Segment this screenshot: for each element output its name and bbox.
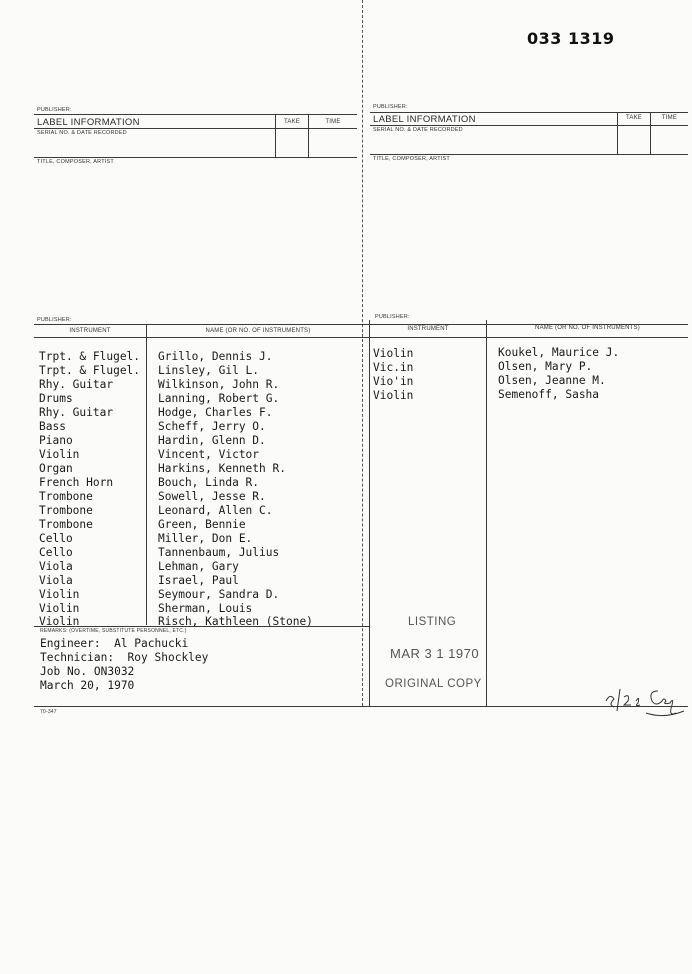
instrument: Violin	[373, 347, 414, 360]
instrument-header-2: INSTRUMENT	[407, 326, 449, 332]
instrument: Vic.in	[373, 361, 414, 374]
personnel-name: Linsley, Gil L.	[158, 364, 260, 377]
personnel-name: Scheff, Jerry O.	[158, 420, 266, 433]
divider	[617, 112, 618, 154]
divider	[369, 320, 370, 706]
divider	[370, 112, 688, 113]
instrument: Rhy. Guitar	[39, 378, 114, 391]
remarks-line: Job No. ON3032	[40, 665, 135, 678]
personnel-row	[39, 518, 93, 532]
left-title-composer-label: TITLE, COMPOSER, ARTIST	[37, 159, 114, 165]
serial-number: 033 1319	[527, 29, 615, 48]
instrument: Viola	[39, 560, 73, 573]
instrument: Rhy. Guitar	[39, 406, 114, 419]
divider	[650, 112, 651, 154]
name-header: NAME (OR NO. OF INSTRUMENTS)	[205, 328, 311, 334]
form-number: 70-347	[40, 709, 57, 715]
personnel-name: Seymour, Sandra D.	[158, 588, 280, 601]
personnel-name: Bouch, Linda R.	[158, 476, 260, 489]
personnel-name: Risch, Kathleen (Stone)	[158, 615, 313, 628]
personnel-name: Lanning, Robert G.	[158, 392, 280, 405]
instrument: Trombone	[39, 518, 93, 531]
left-personnel-publisher-label: PUBLISHER:	[37, 317, 72, 323]
divider	[370, 154, 688, 155]
right-time-header: TIME	[661, 115, 678, 121]
personnel-name: Miller, Don E.	[158, 532, 253, 545]
personnel-name: Vincent, Victor	[158, 448, 260, 461]
personnel-row	[39, 574, 73, 588]
personnel-row	[39, 392, 73, 406]
right-take-header: TAKE	[625, 115, 643, 121]
instrument: French Horn	[39, 476, 114, 489]
personnel-row	[39, 350, 140, 364]
stamp-date: MAR 3 1 1970	[390, 646, 480, 661]
signature-graphic	[604, 683, 688, 725]
left-take-header: TAKE	[283, 119, 301, 125]
instrument: Trpt. & Flugel.	[39, 364, 141, 377]
instrument: Violin	[39, 602, 80, 615]
instrument: Organ	[39, 462, 73, 475]
center-divider	[362, 0, 363, 706]
divider	[34, 626, 370, 627]
signature	[604, 683, 688, 728]
instrument: Bass	[39, 420, 66, 433]
personnel-row	[39, 588, 79, 602]
instrument: Trombone	[39, 490, 93, 503]
name-header-2: NAME (OR NO. OF INSTRUMENTS)	[535, 325, 640, 331]
instrument: Cello	[39, 532, 73, 545]
personnel-name: Wilkinson, John R.	[158, 378, 280, 391]
personnel-name: Olsen, Mary P.	[498, 360, 593, 373]
personnel-name: Israel, Paul	[158, 574, 239, 587]
divider	[275, 114, 276, 157]
instrument: Violin	[39, 588, 80, 601]
personnel-row	[39, 462, 73, 476]
personnel-name: Tannenbaum, Julius	[158, 546, 280, 559]
left-serial-date-label: SERIAL NO. & DATE RECORDED	[37, 130, 127, 136]
personnel-row	[39, 532, 73, 546]
left-label-information: LABEL INFORMATION	[37, 117, 140, 128]
left-time-header: TIME	[325, 119, 341, 125]
instrument: Violin	[39, 448, 80, 461]
divider	[486, 320, 487, 706]
remarks-line: Engineer: Al Pachucki	[40, 637, 189, 650]
personnel-row	[39, 602, 79, 616]
divider	[146, 324, 147, 625]
personnel-row	[39, 490, 93, 504]
divider	[34, 706, 688, 707]
instrument: Violin	[39, 615, 80, 628]
instrument: Cello	[39, 546, 73, 559]
personnel-row	[39, 434, 73, 448]
instrument-header: INSTRUMENT	[69, 328, 111, 334]
personnel-name: Sherman, Louis	[158, 602, 253, 615]
right-serial-date-label: SERIAL NO. & DATE RECORDED	[373, 127, 463, 133]
personnel-row	[39, 560, 73, 574]
divider	[308, 114, 309, 157]
personnel-name: Hardin, Glenn D.	[158, 434, 266, 447]
right-personnel-publisher-label: PUBLISHER:	[375, 314, 410, 320]
divider	[34, 157, 357, 158]
instrument: Vio'in	[373, 375, 414, 388]
personnel-name: Green, Bennie	[158, 518, 246, 531]
instrument: Viola	[39, 574, 73, 587]
instrument: Trpt. & Flugel.	[39, 350, 141, 363]
personnel-name: Grillo, Dennis J.	[158, 350, 273, 363]
remarks-line: Technician: Roy Shockley	[40, 651, 209, 664]
personnel-row	[39, 448, 79, 462]
personnel-name: Lehman, Gary	[158, 560, 239, 573]
left-publisher-label: PUBLISHER:	[37, 107, 72, 113]
stamp-original-copy: ORIGINAL COPY	[385, 678, 482, 690]
personnel-name: Hodge, Charles F.	[158, 406, 273, 419]
divider	[34, 337, 688, 338]
personnel-name: Sowell, Jesse R.	[158, 490, 266, 503]
personnel-row	[39, 378, 113, 392]
personnel-row	[39, 504, 93, 518]
divider	[370, 125, 688, 126]
personnel-row	[39, 420, 66, 434]
personnel-name: Leonard, Allen C.	[158, 504, 273, 517]
personnel-name: Semenoff, Sasha	[498, 388, 600, 401]
remarks-line: March 20, 1970	[40, 679, 135, 692]
stamp-listing: LISTING	[408, 616, 457, 628]
instrument: Piano	[39, 434, 73, 447]
right-publisher-label: PUBLISHER:	[373, 104, 408, 110]
right-label-information: LABEL INFORMATION	[373, 114, 476, 125]
personnel-row	[39, 406, 113, 420]
personnel-name: Koukel, Maurice J.	[498, 346, 620, 359]
personnel-row	[39, 364, 140, 378]
instrument: Trombone	[39, 504, 93, 517]
instrument: Violin	[373, 389, 414, 402]
right-title-composer-label: TITLE, COMPOSER, ARTIST	[373, 156, 450, 162]
instrument: Drums	[39, 392, 73, 405]
personnel-row	[39, 546, 73, 560]
remarks-label: REMARKS: (OVERTIME, SUBSTITUTE PERSONNEL, ETC.)	[40, 628, 187, 634]
personnel-row	[39, 476, 113, 490]
personnel-name: Harkins, Kenneth R.	[158, 462, 286, 475]
personnel-name: Olsen, Jeanne M.	[498, 374, 606, 387]
